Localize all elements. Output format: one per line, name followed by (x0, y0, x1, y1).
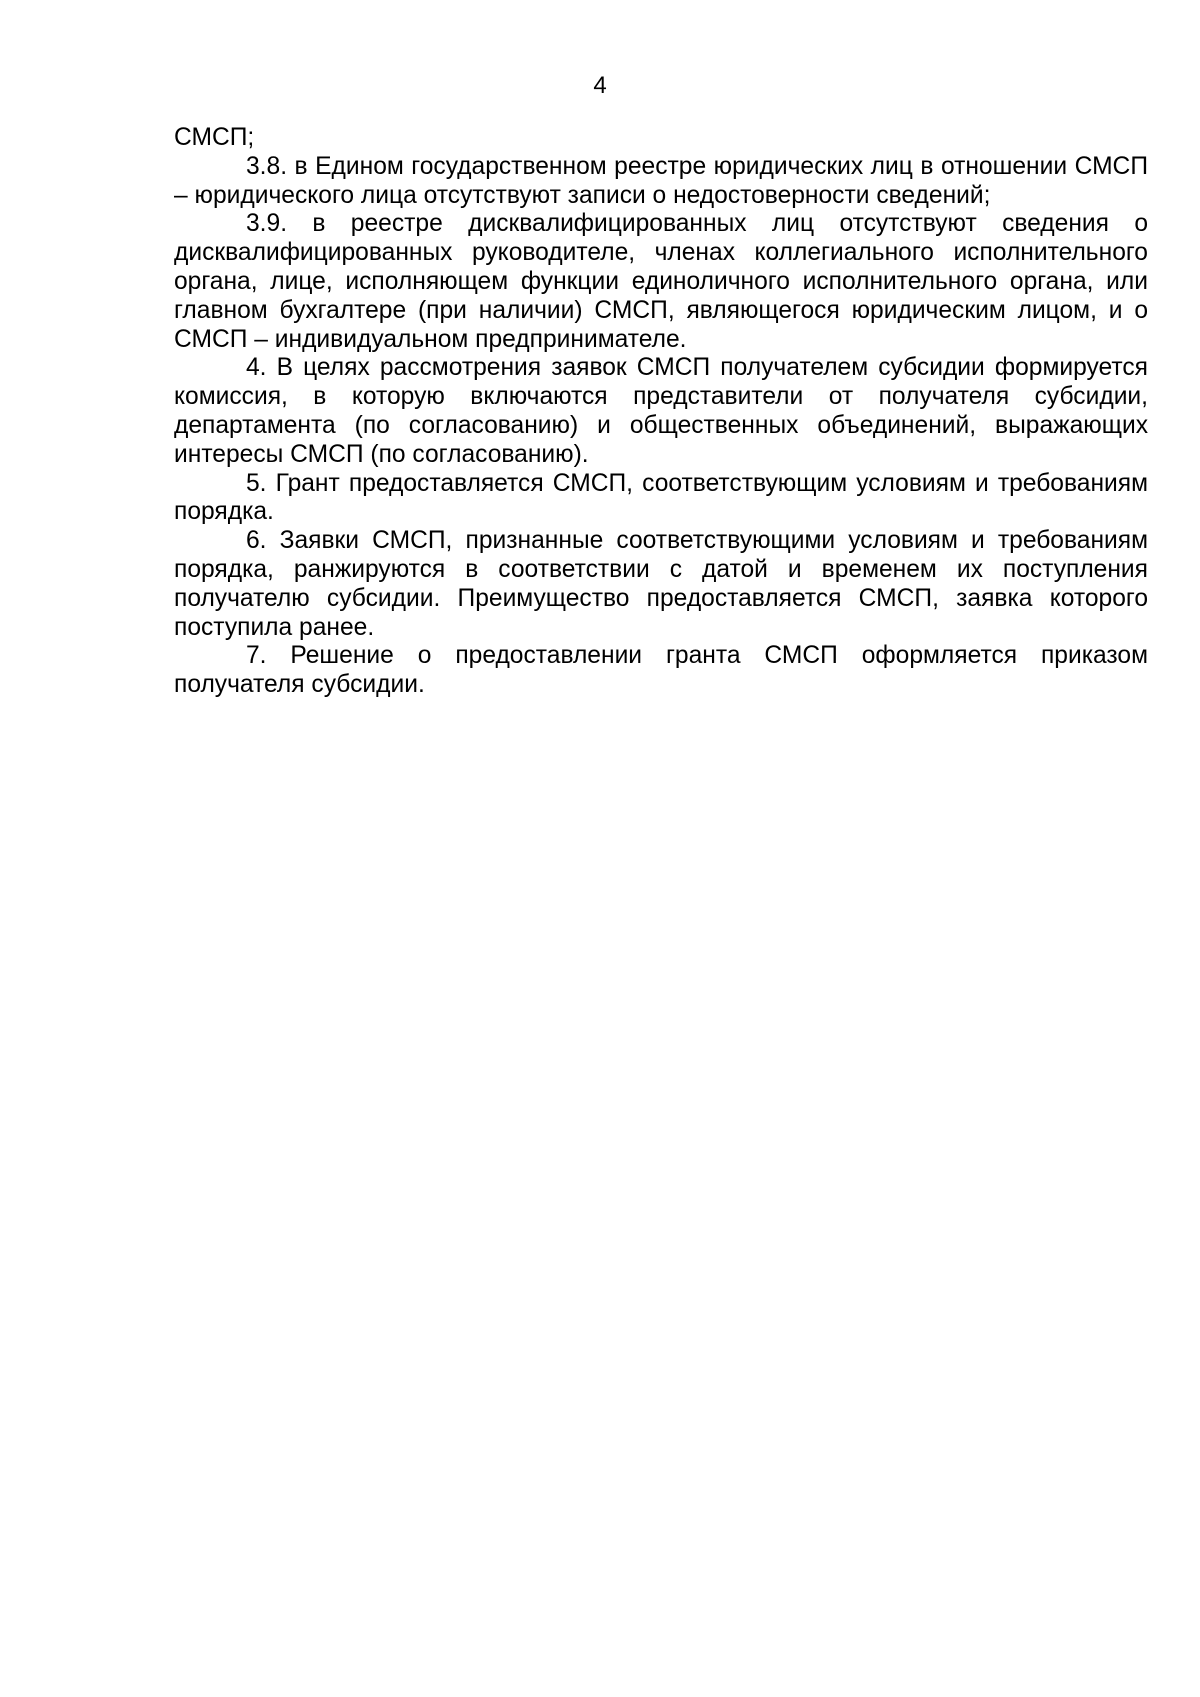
paragraph-7: 7. Решение о предоставлении гранта СМСП оформляется приказом получателя субсидии. (174, 642, 1148, 699)
paragraph-continuation: СМСП; (174, 124, 255, 151)
document-body (174, 124, 1148, 700)
paragraph-4: 4. В целях рассмотрения заявок СМСП получателем субсидии формируется комиссия, в которую включаются представители от получателя субсидии, департамента (по согласованию) и общественных объединений, выражающих интересы СМСП (по согласованию). (174, 354, 1148, 468)
paragraph-5: 5. Грант предоставляется СМСП, соответствующим условиям и требованиям порядка. (174, 469, 1148, 526)
page-number: 4 (593, 72, 607, 99)
paragraph-6: 6. Заявки СМСП, признанные соответствующими условиям и требованиям порядка, ранжируются в соответствии с датой и временем их поступления получателю субсидии. Преимущество предоставляется СМСП, заявка которого поступила ранее. (174, 527, 1148, 641)
paragraph-3-8: 3.8. в Едином государственном реестре юридических лиц в отношении СМСП – юридического лица отсутствуют записи о недостоверности сведений; (174, 152, 1148, 209)
paragraph-3-9: 3.9. в реестре дисквалифицированных лиц отсутствуют сведения о дисквалифицированных руководителе, членах коллегиального исполнительного органа, лице, исполняющем функции единоличного исполнительного органа, или главном бухгалтере (при наличии) СМСП, являющегося юридическим лицом, и о СМСП – индивидуальном предпринимателе. (174, 210, 1148, 353)
